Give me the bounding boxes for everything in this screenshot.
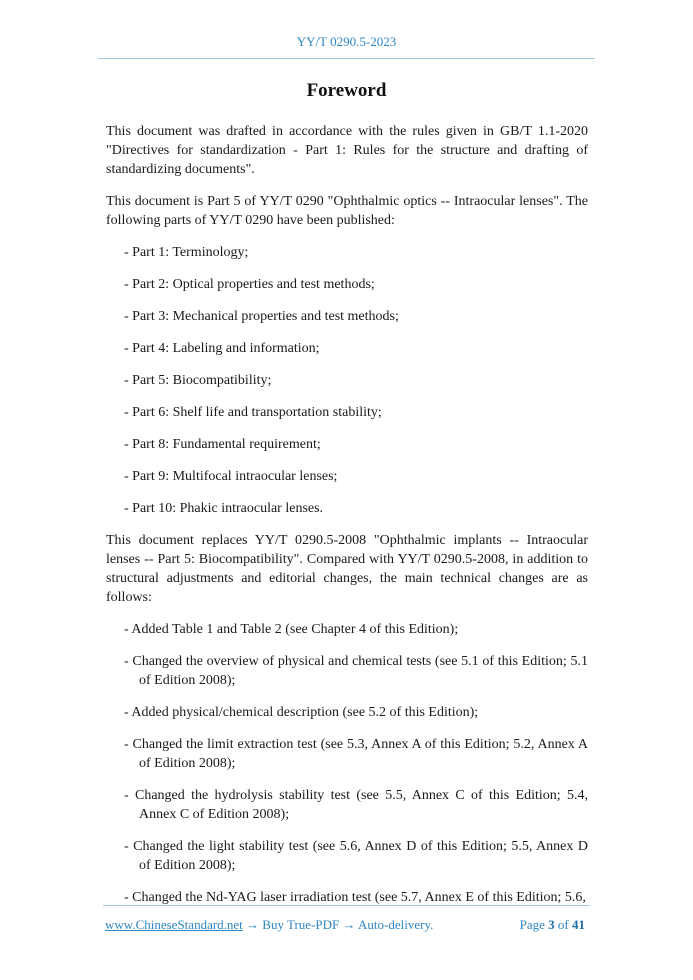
list-item: - Changed the limit extraction test (see 5.3, Annex A of this Edition; 5.2, Annex A of Edition 2008); — [124, 737, 588, 771]
replaces-paragraph: This document replaces YY/T 0290.5-2008 "Ophthalmic implants -- Intraocular lenses -- Part 5: Biocompatibility". Compared with YY/T 0290.5-2008, in addition to structural adjustments and editorial changes, the main technical changes are as follows: — [106, 533, 588, 605]
footer-tagline: → Buy True-PDF → Auto-delivery. — [242, 917, 434, 932]
page-label: Page — [519, 917, 545, 932]
page-title: Foreword — [306, 80, 387, 101]
list-item: - Part 2: Optical properties and test methods; — [124, 277, 375, 292]
list-item: - Changed the overview of physical and chemical tests (see 5.1 of this Edition; 5.1 of Edition 2008); — [124, 654, 588, 688]
page-indicator — [520, 917, 585, 933]
list-item: - Part 5: Biocompatibility; — [124, 373, 272, 388]
intro-paragraph: This document was drafted in accordance with the rules given in GB/T 1.1-2020 "Directives for standardization - Part 1: Rules for the structure and drafting of standardizing documents". — [106, 124, 588, 177]
list-item: - Added Table 1 and Table 2 (see Chapter 4 of this Edition); — [124, 622, 459, 637]
published-parts-list — [106, 243, 588, 518]
document-body — [106, 122, 588, 920]
list-item: - Changed the light stability test (see 5.6, Annex D of this Edition; 5.5, Annex D of Edition 2008); — [124, 839, 588, 873]
running-footer — [105, 917, 585, 933]
list-item: - Part 9: Multifocal intraocular lenses; — [124, 469, 338, 484]
running-header: YY/T 0290.5-2023 — [296, 34, 397, 49]
page-total: 41 — [572, 917, 585, 932]
list-item: - Part 4: Labeling and information; — [124, 341, 320, 356]
header-divider — [98, 58, 595, 59]
page-of: of — [557, 917, 569, 932]
list-item: - Changed the Nd-YAG laser irradiation test (see 5.7, Annex E of this Edition; 5.6, — [124, 890, 586, 905]
list-item: - Part 3: Mechanical properties and test methods; — [124, 309, 399, 324]
technical-changes-list — [106, 620, 588, 907]
parts-paragraph: This document is Part 5 of YY/T 0290 "Ophthalmic optics -- Intraocular lenses". The following parts of YY/T 0290 have been published: — [106, 194, 588, 228]
list-item: - Part 1: Terminology; — [124, 245, 249, 260]
page-current: 3 — [548, 917, 555, 932]
list-item: - Changed the hydrolysis stability test (see 5.5, Annex C of this Edition; 5.4, Annex C of Edition 2008); — [124, 788, 588, 822]
website-link[interactable]: www.ChineseStandard.net — [105, 917, 243, 932]
footer-divider — [103, 905, 590, 906]
list-item: - Part 8: Fundamental requirement; — [124, 437, 321, 452]
list-item: - Added physical/chemical description (see 5.2 of this Edition); — [124, 705, 479, 720]
list-item: - Part 10: Phakic intraocular lenses. — [124, 501, 324, 516]
list-item: - Part 6: Shelf life and transportation stability; — [124, 405, 382, 420]
